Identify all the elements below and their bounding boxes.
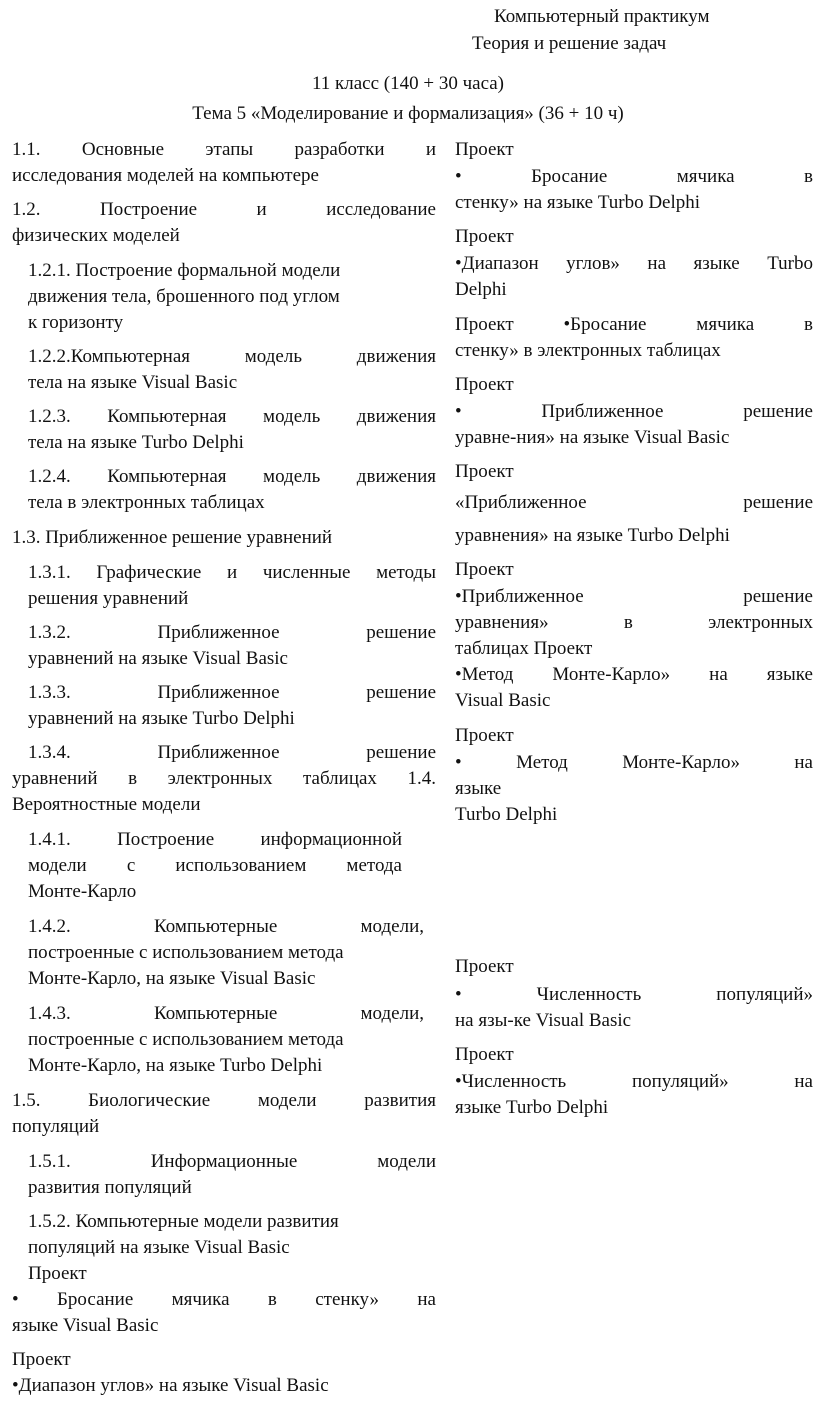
header-line-1: Компьютерный практикум xyxy=(494,6,710,27)
project-label: Проект xyxy=(12,1349,71,1370)
project-title: стенку» в электронных таблицах xyxy=(455,340,721,361)
project-label: Проект xyxy=(455,374,514,395)
toc-line: 1.3. Приближенное решение уравнений xyxy=(12,527,333,548)
project-title: уравнения» на языке Turbo Delphi xyxy=(455,525,730,546)
toc-line: 1.5.2. Компьютерные модели развития xyxy=(28,1211,339,1232)
toc-line: 1.5.1. Информационные модели xyxy=(28,1151,436,1172)
project-title: языке Turbo Delphi xyxy=(455,1097,609,1118)
project-title: Delphi xyxy=(455,279,507,300)
project-title: таблицах Проект xyxy=(455,638,593,659)
header-line-3: 11 класс (140 + 30 часа) xyxy=(311,73,504,94)
header-line-4: Тема 5 «Моделирование и формализация» (36 + 10 ч) xyxy=(192,103,624,124)
project-title: •Диапазон углов» на языке Visual Basic xyxy=(12,1375,329,1396)
project-label: Проект xyxy=(455,559,514,580)
toc-line: уравнений на языке Turbo Delphi xyxy=(28,708,295,729)
project-title: • Метод Монте-Карло» на xyxy=(455,752,813,773)
project-title: • Бросание мячика в xyxy=(455,166,813,187)
project-label: Проект xyxy=(455,139,514,160)
toc-line: Монте-Карло, на языке Turbo Delphi xyxy=(28,1055,323,1076)
toc-line: к горизонту xyxy=(28,312,124,333)
toc-line: физических моделей xyxy=(12,225,180,246)
project-title: • Численность популяций» xyxy=(455,984,813,1005)
project-title: Visual Basic xyxy=(455,690,551,711)
toc-line: Монте-Карло xyxy=(28,881,137,902)
toc-line: 1.2.1. Построение формальной модели xyxy=(28,260,341,281)
project-title: •Диапазон углов» на языке Turbo xyxy=(455,253,813,274)
toc-line: 1.4.1. Построение информационной xyxy=(28,829,402,850)
toc-line: движения тела, брошенного под углом xyxy=(28,286,340,307)
toc-line: Вероятностные модели xyxy=(12,794,201,815)
project-label: Проект xyxy=(455,1044,514,1065)
toc-line: модели с использованием метода xyxy=(28,855,402,876)
toc-line: решения уравнений xyxy=(28,588,189,609)
project-title: уравнения» в электронных xyxy=(455,612,813,633)
toc-line: 1.3.3. Приближенное решение xyxy=(28,682,436,703)
project-label: Проект xyxy=(455,226,514,247)
toc-line: 1.2. Построение и исследование xyxy=(12,199,436,220)
toc-line: 1.3.2. Приближенное решение xyxy=(28,622,436,643)
project-label: Проект xyxy=(28,1263,87,1284)
toc-line: 1.3.4. Приближенное решение xyxy=(28,742,436,763)
toc-line: 1.2.3. Компьютерная модель движения xyxy=(28,406,436,427)
toc-line: 1.5. Биологические модели развития xyxy=(12,1090,436,1111)
toc-line: 1.3.1. Графические и численные методы xyxy=(28,562,436,583)
project-title: уравне-ния» на языке Visual Basic xyxy=(455,427,730,448)
toc-line: уравнений в электронных таблицах 1.4. xyxy=(12,768,436,789)
project-title: Turbo Delphi xyxy=(455,804,558,825)
project-label: Проект xyxy=(455,725,514,746)
project-title: на язы-ке Visual Basic xyxy=(455,1010,632,1031)
project-title: языке xyxy=(455,778,502,799)
project-title: •Численность популяций» на xyxy=(455,1071,813,1092)
toc-line: развития популяций xyxy=(28,1177,192,1198)
project-label: Проект xyxy=(455,461,514,482)
project-title: языке Visual Basic xyxy=(12,1315,159,1336)
toc-line: 1.4.2. Компьютерные модели, xyxy=(28,916,424,937)
project-title: • Приближенное решение xyxy=(455,401,813,422)
project-title: «Приближенное решение xyxy=(455,492,813,513)
toc-line: построенные с использованием метода xyxy=(28,942,344,963)
toc-line: 1.2.2.Компьютерная модель движения xyxy=(28,346,436,367)
toc-line: популяций на языке Visual Basic xyxy=(28,1237,290,1258)
toc-line: построенные с использованием метода xyxy=(28,1029,344,1050)
header-line-2: Теория и решение задач xyxy=(472,33,667,54)
toc-line: 1.4.3. Компьютерные модели, xyxy=(28,1003,424,1024)
project-title: Проект •Бросание мячика в xyxy=(455,314,813,335)
project-label: Проект xyxy=(455,956,514,977)
toc-line: 1.1. Основные этапы разработки и xyxy=(12,139,436,160)
project-title: стенку» на языке Turbo Delphi xyxy=(455,192,701,213)
project-title: •Метод Монте-Карло» на языке xyxy=(455,664,813,685)
toc-line: исследования моделей на компьютере xyxy=(12,165,319,186)
toc-line: популяций xyxy=(12,1116,100,1137)
toc-line: уравнений на языке Visual Basic xyxy=(28,648,288,669)
toc-line: тела на языке Turbo Delphi xyxy=(28,432,244,453)
project-title: •Приближенное решение xyxy=(455,586,813,607)
toc-line: тела в электронных таблицах xyxy=(28,492,265,513)
toc-line: тела на языке Visual Basic xyxy=(28,372,238,393)
toc-line: 1.2.4. Компьютерная модель движения xyxy=(28,466,436,487)
toc-line: Монте-Карло, на языке Visual Basic xyxy=(28,968,316,989)
project-title: • Бросание мячика в стенку» на xyxy=(12,1289,436,1310)
